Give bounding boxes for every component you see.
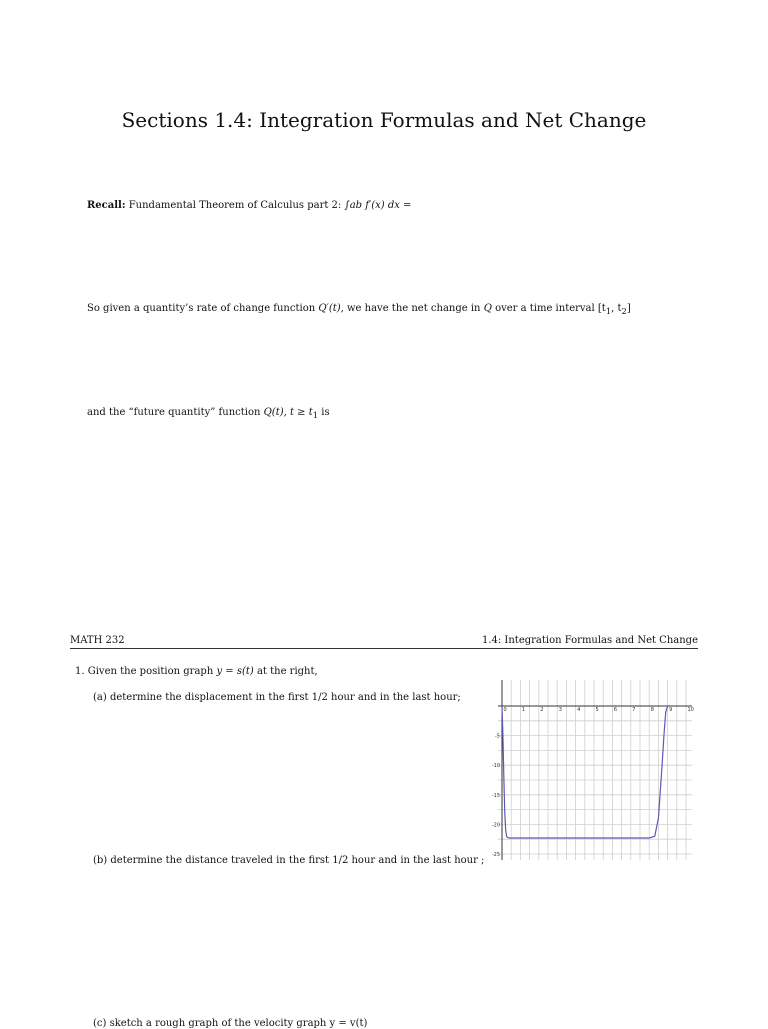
footer-divider bbox=[70, 648, 698, 649]
subscript-1: 1 bbox=[605, 306, 612, 316]
problem-intro-a: Given the position graph bbox=[87, 666, 217, 677]
x-tick-label: 9 bbox=[669, 707, 673, 713]
net-change-text-a: So given a quantity’s rate of change function bbox=[87, 303, 319, 314]
problem-1-intro bbox=[75, 666, 318, 677]
q-prime-math: Q′(t) bbox=[318, 303, 341, 314]
subscript-2: 2 bbox=[621, 306, 627, 316]
problem-number: 1. bbox=[75, 666, 85, 677]
page-title: Sections 1.4: Integration Formulas and Net Change bbox=[121, 108, 647, 132]
x-tick-label: 5 bbox=[595, 707, 599, 713]
problem-intro-math: y = s(t) bbox=[216, 666, 254, 677]
q-math: Q bbox=[483, 303, 492, 314]
problem-part-b: (b) determine the distance traveled in the first 1/2 hour and in the last hour ; bbox=[93, 855, 485, 866]
net-change-comma: , t bbox=[611, 303, 622, 314]
x-tick-label: 8 bbox=[650, 707, 654, 713]
y-tick-label: -5 bbox=[495, 733, 500, 740]
future-quantity-sentence bbox=[87, 407, 330, 420]
problem-part-c: (c) sketch a rough graph of the velocity graph y = v(t) bbox=[93, 1018, 368, 1029]
future-subscript: 1 bbox=[312, 410, 319, 420]
x-tick-label: 3 bbox=[558, 707, 562, 713]
y-tick-label: -15 bbox=[491, 792, 500, 799]
net-change-text-c: over a time interval [t bbox=[491, 303, 606, 314]
net-change-sentence bbox=[87, 303, 631, 316]
graph-tick-labels bbox=[492, 707, 694, 858]
x-tick-label: 0 bbox=[503, 707, 507, 713]
x-tick-label: 2 bbox=[540, 707, 544, 713]
problem-part-a: (a) determine the displacement in the first 1/2 hour and in the last hour; bbox=[93, 692, 461, 703]
recall-formula: ∫ab f′(x) dx = bbox=[344, 200, 412, 211]
x-tick-label: 6 bbox=[613, 707, 618, 713]
recall-text: Fundamental Theorem of Calculus part 2: bbox=[128, 200, 342, 211]
future-text-b: is bbox=[318, 407, 330, 418]
x-tick-label: 10 bbox=[687, 707, 694, 713]
x-tick-label: 4 bbox=[577, 707, 581, 713]
future-math: Q(t), t ≥ t bbox=[263, 407, 313, 418]
footer-left: MATH 232 bbox=[70, 635, 125, 646]
position-graph bbox=[484, 676, 704, 866]
y-tick-label: -20 bbox=[491, 822, 500, 829]
problem-intro-b: at the right, bbox=[253, 666, 318, 677]
net-change-text-b: , we have the net change in bbox=[340, 303, 484, 314]
recall-label: Recall: bbox=[87, 200, 126, 211]
footer-right: 1.4: Integration Formulas and Net Change bbox=[481, 635, 698, 646]
x-tick-label: 1 bbox=[521, 707, 526, 713]
y-tick-label: -10 bbox=[491, 763, 500, 770]
x-tick-label: 7 bbox=[632, 707, 636, 713]
y-tick-label: -25 bbox=[491, 852, 500, 858]
future-text-a: and the “future quantity” function bbox=[87, 407, 264, 418]
net-change-end: ] bbox=[626, 303, 631, 314]
recall-line bbox=[87, 200, 411, 211]
